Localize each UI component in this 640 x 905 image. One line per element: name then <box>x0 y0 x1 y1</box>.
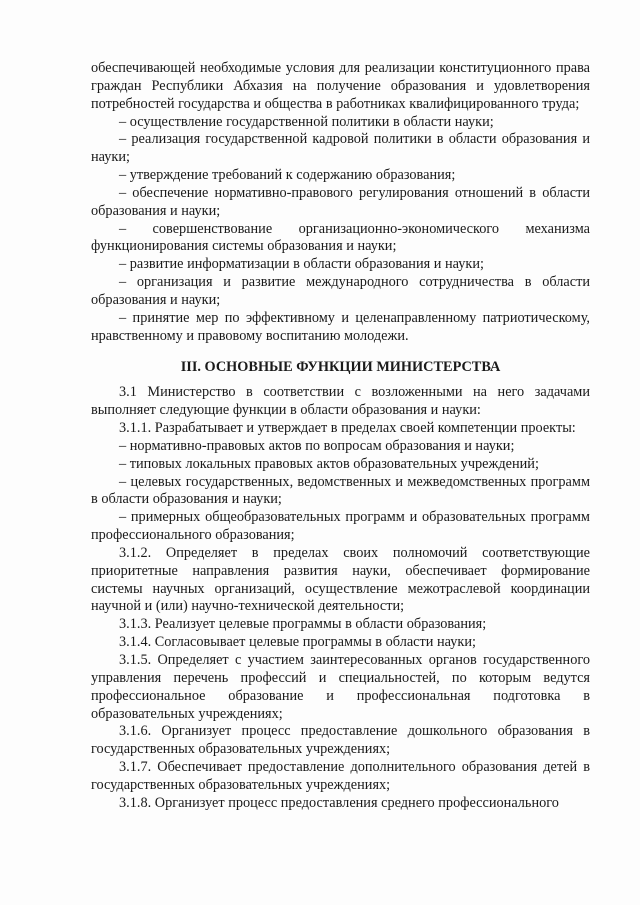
paragraph: – примерных общеобразовательных программ и образовательных программ профессионального образования; <box>91 509 590 544</box>
paragraph: – нормативно-правовых актов по вопросам образования и науки; <box>119 437 515 454</box>
paragraph: – целевых государственных, ведомственных и межведомственных программ в области образования и науки; <box>91 473 590 508</box>
paragraph: 3.1.1. Разрабатывает и утверждает в пределах своей компетенции проекты: <box>119 420 576 437</box>
paragraph: – типовых локальных правовых актов образовательных учреждений; <box>119 455 539 472</box>
paragraph: – развитие информатизации в области образования и науки; <box>119 256 484 273</box>
paragraph: 3.1.6. Организует процесс предоставление дошкольного образования в государственных образовательных учреждениях; <box>91 723 590 758</box>
paragraph: – организация и развитие международного сотрудничества в области образования и науки; <box>91 274 590 308</box>
document-body <box>91 60 590 813</box>
paragraph: – совершенствование организационно-экономического механизма функционирования системы образования и науки; <box>91 220 590 255</box>
paragraph: обеспечивающей необходимые условия для реализации конституционного права граждан Республики Абхазия на получение образования и удовлетворения потребностей государства и общества в работниках квалифицированного труда; <box>91 60 590 112</box>
paragraph: – обеспечение нормативно-правового регулирования отношений в области образования и науки; <box>91 184 590 219</box>
paragraphs-before-heading <box>91 60 590 346</box>
paragraph: 3.1.2. Определяет в пределах своих полномочий соответствующие приоритетные направления развития науки, обеспечивает формирование системы научных организаций, осуществление межотраслевой координации научной и (или) научно-технической деятельности; <box>91 544 590 615</box>
paragraph: – осуществление государственной политики в области науки; <box>119 113 494 130</box>
paragraph: – принятие мер по эффективному и целенаправленному патриотическому, нравственному и правовому воспитанию молодежи. <box>91 309 590 344</box>
paragraphs-after-heading <box>91 384 590 812</box>
paragraph: 3.1.7. Обеспечивает предоставление дополнительного образования детей в государственных образовательных учреждениях; <box>91 759 590 793</box>
paragraph: 3.1.5. Определяет с участием заинтересованных органов государственного управления перечень профессий и специальностей, по которым ведутся профессиональное образование и профессиональная подготовка в образовательных учреждениях; <box>91 652 590 722</box>
paragraph: 3.1.8. Организует процесс предоставления среднего профессионального <box>119 794 559 811</box>
paragraph: 3.1 Министерство в соответствии с возложенными на него задачами выполняет следующие функции в области образования и науки: <box>91 384 590 419</box>
paragraph: – утверждение требований к содержанию образования; <box>119 167 456 184</box>
section-heading: III. ОСНОВНЫЕ ФУНКЦИИ МИНИСТЕРСТВА <box>180 358 501 375</box>
paragraph: 3.1.3. Реализует целевые программы в области образования; <box>119 616 487 633</box>
paragraph: – реализация государственной кадровой политики в области образования и науки; <box>91 131 590 166</box>
paragraph: 3.1.4. Согласовывает целевые программы в области науки; <box>119 634 476 651</box>
